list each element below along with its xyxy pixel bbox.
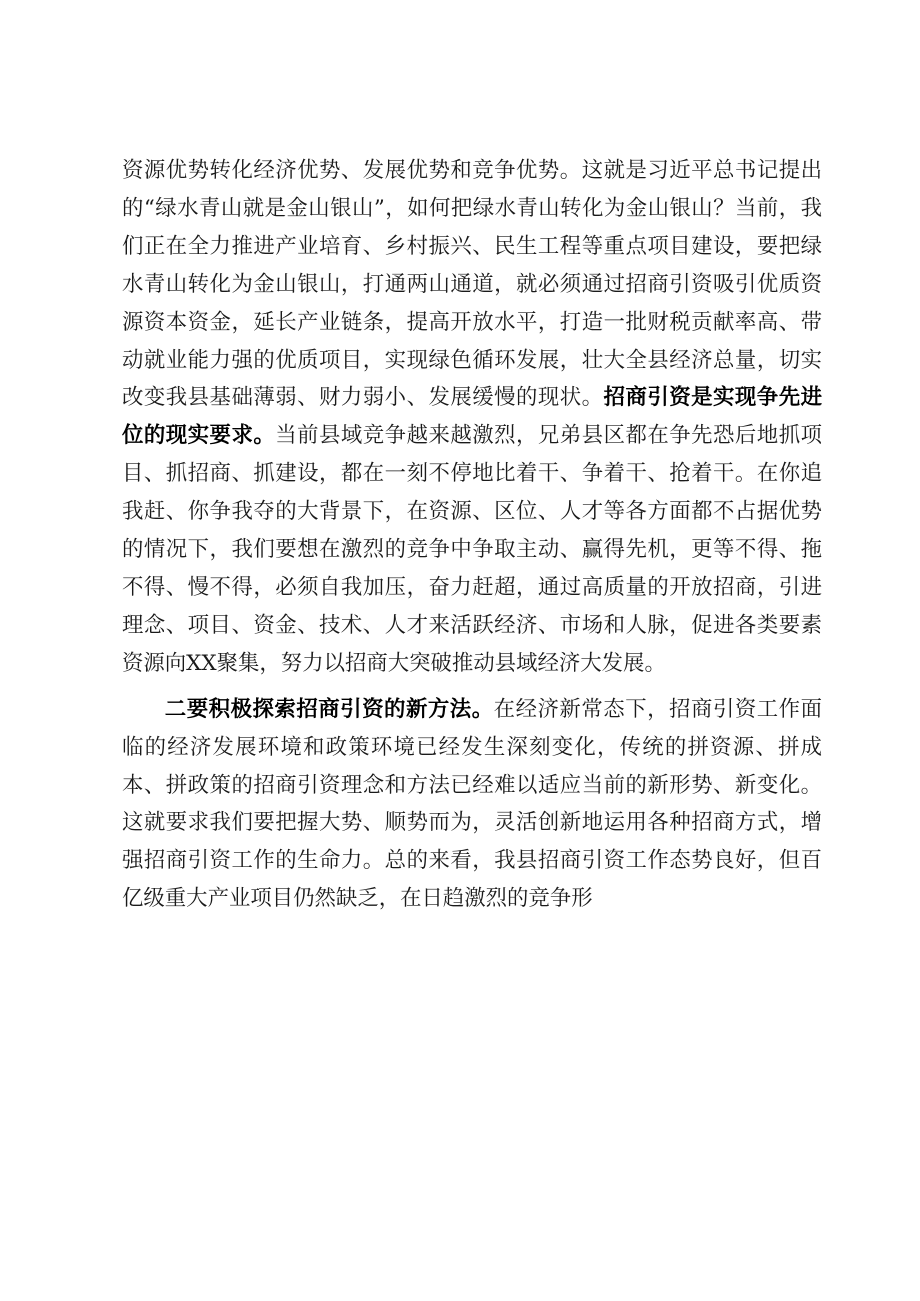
paragraph-text: 当前县域竞争越来越激烈，兄弟县区都在争先恐后地抓项目、抓招商、抓建设，都在一刻不停地比着干、争着干、抢着干。在你追我赶、你争我夺的大背景下，在资源、区位、人才等各方面都不占据优势的情况下，我们要想在激烈的竞争中争取主动、赢得先机，更等不得、拖不得、慢不得，必须自我加压，奋力赶超，通过高质量的开放招商，引进理念、项目、资金、技术、人才来活跃经济、市场和人脉，促进各类要素资源向XX聚集，努力以招商大突破推动县域经济大发展。 xyxy=(122,423,822,676)
document-page xyxy=(122,152,822,918)
paragraph-text: 资源优势转化经济优势、发展优势和竞争优势。这就是习近平总书记提出的“绿水青山就是金山银山”，如何把绿水青山转化为金山银山？当前，我们正在全力推进产业培育、乡村振兴、民生工程等重点项目建设，要把绿水青山转化为金山银山，打通两山通道，就必须通过招商引资吸引优质资源资本资金，延长产业链条，提高开放水平，打造一批财税贡献率高、带动就业能力强的优质项目，实现绿色循环发展，壮大全县经济总量，切实改变我县基础薄弱、财力弱小、发展缓慢的现状。 xyxy=(122,158,822,411)
paragraph-continued xyxy=(122,152,822,683)
section-heading: 二要积极探索招商引资的新方法。 xyxy=(164,696,494,722)
paragraph-new-method xyxy=(122,691,822,918)
bold-subheading: 招商引资是实现争先进位的现实要求。 xyxy=(122,385,822,449)
paragraph-text: 在经济新常态下，招商引资工作面临的经济发展环境和政策环境已经发生深刻变化，传统的拼资源、拼成本、拼政策的招商引资理念和方法已经难以适应当前的新形势、新变化。这就要求我们要把握大势、顺势而为，灵活创新地运用各种招商方式，增强招商引资工作的生命力。总的来看，我县招商引资工作态势良好，但百亿级重大产业项目仍然缺乏，在日趋激烈的竞争形 xyxy=(122,696,822,912)
